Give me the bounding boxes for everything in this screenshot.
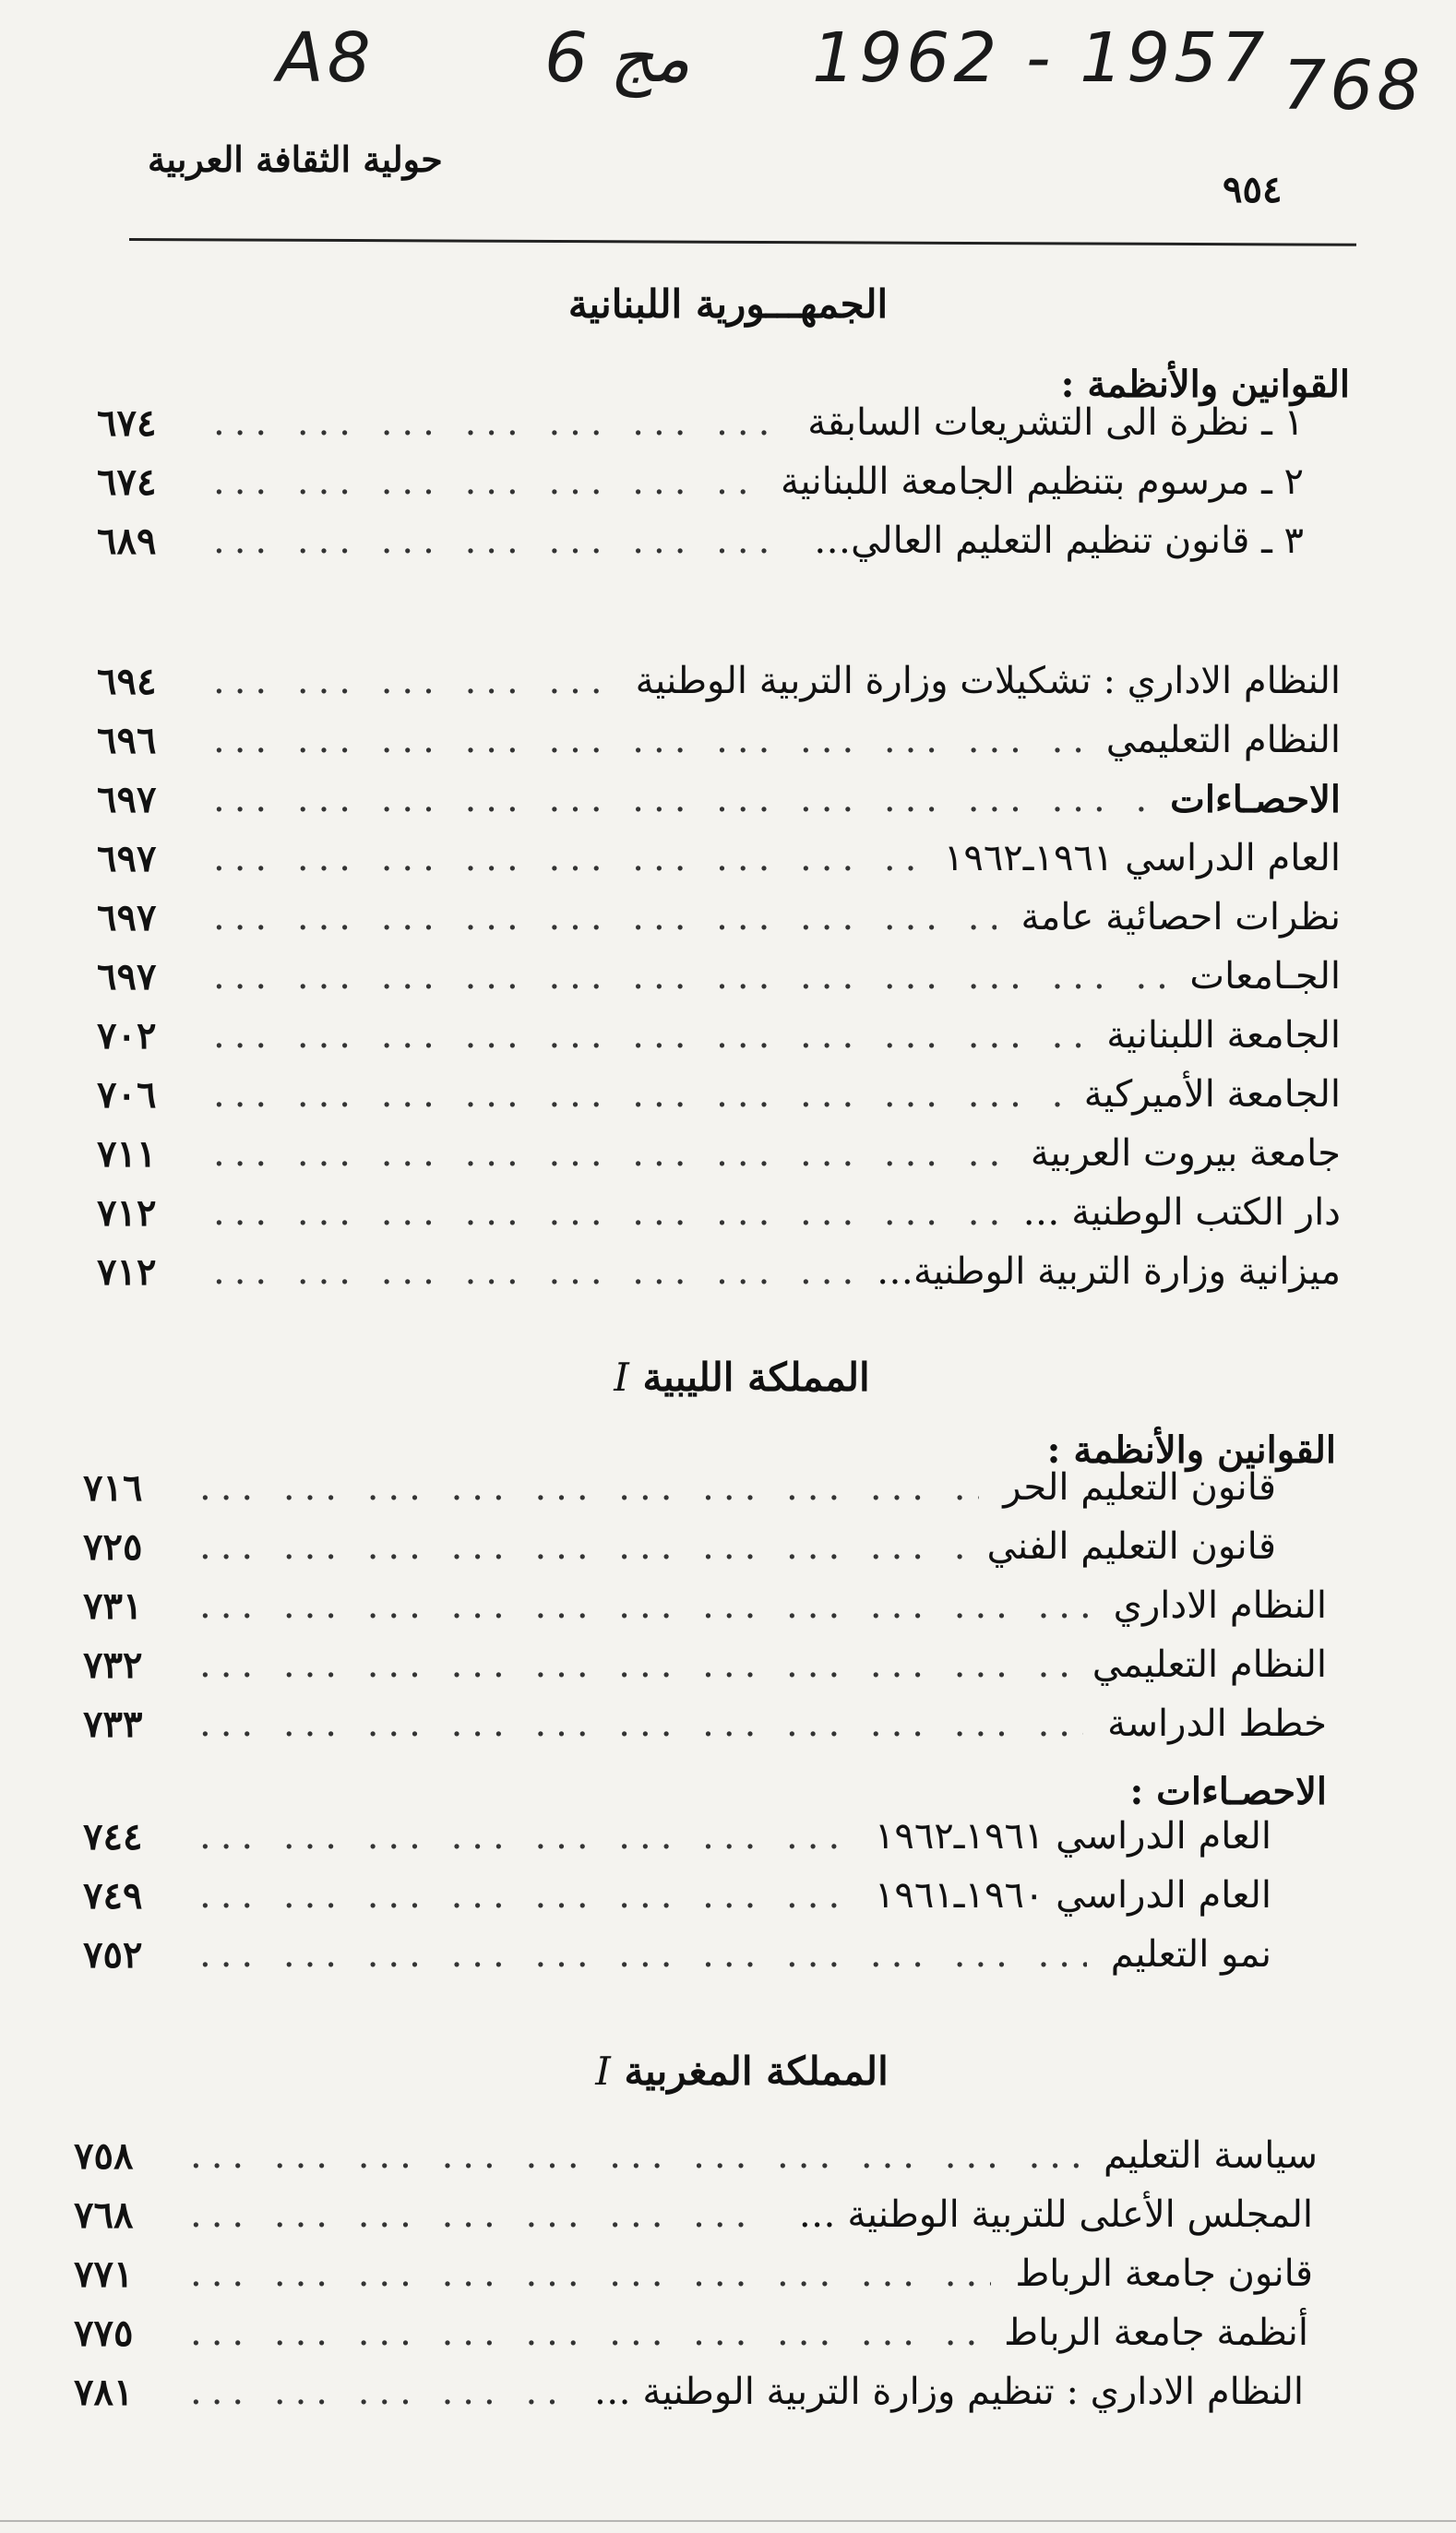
dot-leader [213,955,1165,998]
toc-entry-text: ٣ ـ قانون تنظيم التعليم العالي… [814,520,1304,562]
toc-entry [97,830,1341,886]
handwritten-years: 1962 - 1957 [812,18,1269,98]
toc-entry [74,2128,1318,2183]
section-mark: I [614,1355,629,1400]
handwritten-number: 768 [1283,46,1425,125]
toc-entry-page: ٦٨٩ [97,519,157,563]
dot-leader [213,1073,1060,1116]
section-title [0,1355,1456,1400]
dot-leader [213,1132,1007,1175]
toc-entry [97,395,1304,450]
toc-entry [74,2305,1308,2360]
toc-entry [83,1927,1271,1982]
toc-entry [83,1637,1327,1692]
toc-entry-text: نظرات احصائية عامة [1020,896,1341,938]
toc-entry-page: ٧١٢ [97,1249,157,1294]
section-mark: I [595,2049,611,2094]
dot-leader [199,1584,1090,1627]
toc-entry-text: ميزانية وزارة التربية الوطنية… [877,1250,1341,1293]
toc-entry-page: ٦٩٤ [97,659,157,703]
toc-entry-page: ٧٤٤ [83,1814,143,1858]
section-title [0,2049,1456,2094]
toc-entry [97,890,1341,945]
dot-leader [190,2371,570,2413]
toc-entry-page: ٦٩٧ [97,836,157,880]
toc-entry-page: ٧٧١ [74,2252,134,2296]
dot-leader [213,460,757,503]
toc-entry [97,454,1304,509]
section-title-text: الجمهـــورية اللبنانية [567,281,889,327]
toc-entry-text: العام الدراسي ١٩٦١ـ١٩٦٢ [943,837,1341,879]
dot-leader [213,837,920,879]
toc-entry-text: جامعة بيروت العربية [1030,1132,1341,1175]
toc-entry-text: الجامعة الأميركية [1083,1073,1341,1116]
toc-entry [97,1244,1341,1299]
toc-entry-text: العام الدراسي ١٩٦١ـ١٩٦٢ [874,1815,1271,1858]
dot-leader [213,1014,1082,1057]
toc-entry-page: ٦٩٧ [97,777,157,821]
toc-entry [97,513,1304,568]
toc-entry-text: الجـامعات [1189,955,1341,998]
handwritten-volume: 6 مج [544,18,691,98]
dot-leader [199,1874,851,1917]
toc-entry [97,1126,1341,1181]
toc-entry [74,2187,1313,2242]
dot-leader [213,1250,853,1293]
toc-entry-page: ٧١١ [97,1131,157,1176]
toc-entry-page: ٧٥٢ [83,1932,143,1977]
toc-entry-page: ٦٧٤ [97,400,157,445]
toc-entry-page: ٧٣٢ [83,1643,143,1687]
dot-leader [213,1191,998,1234]
toc-entry-text: قانون جامعة الرباط [1015,2252,1313,2295]
dot-leader [199,1525,963,1568]
group-heading: القوانين والأنظمة : [1046,1428,1336,1472]
toc-entry [97,1067,1341,1122]
dot-leader [213,660,612,702]
dot-leader [190,2193,775,2236]
toc-entry-text: خطط الدراسة [1107,1703,1327,1745]
toc-entry [97,771,1341,827]
toc-entry-text: دار الكتب الوطنية … [1022,1191,1341,1234]
running-header-title: حولية الثقافة العربية [148,138,443,180]
toc-entry [83,1696,1327,1751]
dot-leader [213,896,997,938]
dot-leader [190,2312,980,2354]
toc-entry-text: أنظمة جامعة الرباط [1004,2312,1308,2354]
scan-edge-line [0,2520,1456,2522]
toc-entry [83,1519,1276,1574]
toc-entry-text: المجلس الأعلى للتربية الوطنية … [798,2193,1313,2236]
dot-leader [199,1703,1083,1745]
toc-entry-page: ٧١٢ [97,1190,157,1235]
toc-entry-text: النظام الاداري [1113,1584,1327,1627]
toc-entry [83,1809,1271,1864]
toc-entry-page: ٦٩٧ [97,954,157,998]
toc-entry-text: النظام التعليمي [1105,719,1341,761]
toc-entry-page: ٧٣٣ [83,1702,143,1746]
dot-leader [199,1933,1087,1976]
toc-entry-page: ٦٩٧ [97,895,157,939]
toc-entry-page: ٧٢٥ [83,1524,143,1569]
toc-entry-text: النظام الاداري : تشكيلات وزارة التربية الوطنية [635,660,1341,702]
group-heading: الاحصـاءات : [1129,1770,1327,1813]
toc-entry-page: ٦٩٦ [97,718,157,762]
toc-entry [74,2246,1313,2301]
toc-entry [97,949,1341,1004]
toc-entry-text: ٢ ـ مرسوم بتنظيم الجامعة اللبنانية [781,460,1304,503]
toc-entry [97,1185,1341,1240]
section-title [0,281,1456,327]
dot-leader [213,520,790,562]
toc-entry-page: ٧٤٩ [83,1873,143,1918]
dot-leader [199,1643,1068,1686]
section-title-text: المملكة المغربية [624,2049,889,2094]
toc-entry-page: ٦٧٤ [97,460,157,504]
page-number: ٩٥٤ [1223,168,1283,211]
toc-entry [74,2364,1304,2419]
toc-entry [97,712,1341,768]
toc-entry-page: ٧٧٥ [74,2311,134,2355]
group-heading: القوانين والأنظمة : [1060,363,1350,406]
section-title-text: المملكة الليبية [642,1355,870,1400]
dot-leader [199,1815,851,1858]
toc-entry-page: ٧٠٢ [97,1013,157,1057]
toc-entry-text: نمو التعليم [1110,1933,1271,1976]
dot-leader [213,778,1146,820]
toc-entry [83,1578,1327,1633]
toc-entry-page: ٧٦٨ [74,2192,134,2237]
dot-leader [190,2252,991,2295]
toc-entry-page: ٧٣١ [83,1583,143,1628]
toc-entry [83,1868,1271,1923]
toc-entry-text: الجامعة اللبنانية [1106,1014,1341,1057]
handwritten-code: A8 [277,18,375,98]
toc-entry-text: قانون التعليم الحر [1003,1466,1276,1509]
toc-entry-page: ٧٠٦ [97,1072,157,1117]
toc-entry-text: الاحصـاءات [1170,777,1341,821]
dot-leader [213,401,783,444]
toc-entry-page: ٧٥٨ [74,2133,134,2178]
toc-entry [97,1008,1341,1063]
toc-entry-text: ١ ـ نظرة الى التشريعات السابقة [807,401,1304,444]
toc-entry-text: سياسة التعليم [1103,2134,1318,2177]
toc-entry-page: ٧٨١ [74,2370,134,2414]
dot-leader [199,1466,979,1509]
dot-leader [213,719,1082,761]
toc-entry-text: قانون التعليم الفني [986,1525,1276,1568]
toc-entry [83,1460,1276,1515]
header-rule [129,238,1356,246]
toc-entry-text: العام الدراسي ١٩٦٠ـ١٩٦١ [874,1874,1271,1917]
toc-entry-text: النظام الاداري : تنظيم وزارة التربية الوطنية … [593,2371,1304,2413]
toc-entry-page: ٧١٦ [83,1465,143,1510]
dot-leader [190,2134,1080,2177]
toc-entry [97,653,1341,709]
toc-entry-text: النظام التعليمي [1092,1643,1327,1686]
